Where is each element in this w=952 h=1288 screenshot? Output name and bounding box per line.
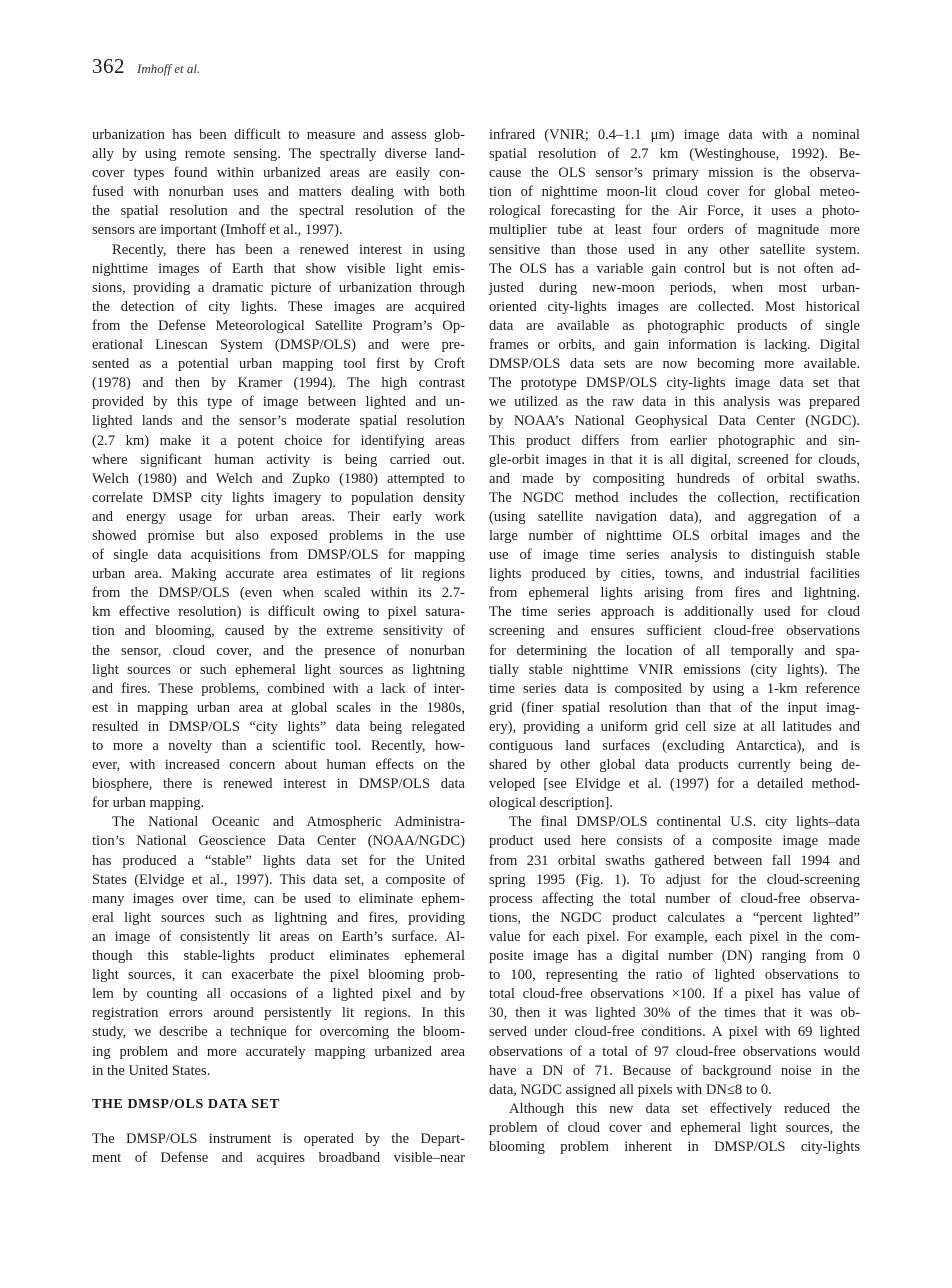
text-line: to 100, representing the ratio of lighted observations to [489, 967, 860, 984]
text-line: light sources or such ephemeral light sources as lightning [92, 661, 465, 678]
text-line: erational Linescan System (DMSP/OLS) and were pre- [92, 337, 465, 354]
text-line: justed during new-moon periods, when most urban- [489, 279, 860, 296]
text-line: The National Oceanic and Atmospheric Administra- [112, 814, 465, 831]
text-line: time series data is composited by using a 1-km reference [489, 680, 860, 697]
text-line: served under cloud-free conditions. A pixel with 69 lighted [489, 1024, 860, 1041]
page-number: 362 [92, 54, 125, 78]
text-line: km effective resolution) is difficult owing to pixel satura- [92, 604, 465, 621]
text-line: observations of a total of 97 cloud-free observations would [489, 1043, 860, 1060]
text-line: has produced a “stable” lights data set for the United [92, 852, 465, 869]
text-line: total cloud-free observations ×100. If a pixel has value of [489, 986, 860, 1003]
paragraph [92, 241, 465, 814]
text-line: cover types found within urbanized areas are easily con- [92, 165, 465, 182]
text-line: Welch (1980) and Welch and Zupko (1980) attempted to [92, 470, 465, 487]
text-line: fused with nonurban uses and matters dealing with both [92, 184, 465, 201]
running-head [92, 54, 200, 79]
text-line: lighted lands and the sensor’s moderate spatial resolution [92, 413, 465, 430]
text-line: ment of Defense and acquires broadband visible–near [92, 1149, 465, 1166]
paragraph [92, 813, 465, 1080]
section-heading: THE DMSP/OLS DATA SET [92, 1096, 280, 1112]
text-line: have a DN of 71. Because of background noise in the [489, 1062, 860, 1079]
paragraph [489, 1100, 860, 1157]
text-line: biosphere, there is renewed interest in DMSP/OLS data [92, 776, 465, 793]
text-line: the sensor, cloud cover, and the presence of nonurban [92, 642, 465, 659]
text-line: The time series approach is additionally used for cloud [489, 604, 860, 621]
text-line: spring 1995 (Fig. 1). To adjust for the cloud-screening [489, 871, 860, 888]
text-line: (using satellite navigation data), and aggregation of a [489, 508, 860, 525]
text-line: tion’s National Geoscience Data Center (NOAA/NGDC) [92, 833, 465, 850]
text-line: grid (finer spatial resolution than that of the input imag- [489, 699, 860, 716]
text-line: tion and blooming, caused by the extreme sensitivity of [92, 623, 465, 640]
text-line: The OLS has a variable gain control but is not often ad- [489, 260, 860, 277]
text-line: to more a novelty than a scientific tool. Recently, how- [92, 738, 465, 754]
text-line: provided by this type of image between lighted and un- [92, 394, 465, 411]
text-line: (1978) and then by Kramer (1994). The high contrast [92, 375, 465, 392]
text-line: DMSP/OLS data sets are now becoming more available. [489, 356, 860, 373]
text-line: study, we describe a technique for overcoming the bloom- [92, 1024, 465, 1041]
text-line: sensitive than those used in any other satellite system. [489, 241, 860, 258]
text-line: The prototype DMSP/OLS city-lights image data set that [489, 375, 860, 392]
paragraph [489, 126, 860, 813]
text-line: sensors are important (Imhoff et al., 1997). [92, 222, 343, 239]
text-line: and fires. These problems, combined with a lack of inter- [92, 680, 465, 697]
text-line: light sources, it can exacerbate the pixel blooming prob- [92, 967, 465, 984]
text-line: resulted in DMSP/OLS “city lights” data being relegated [92, 718, 465, 735]
text-line: value for each pixel. For example, each pixel in the com- [489, 928, 860, 945]
text-line: frames or orbits, and gain information is lacking. Digital [489, 337, 860, 354]
text-line: States (Elvidge et al., 1997). This data set, a composite of [92, 871, 465, 888]
text-line: rological forecasting for the Air Force, it uses a photo- [489, 203, 860, 220]
text-line: large number of nighttime OLS orbital images and the [489, 527, 860, 544]
text-line: for determining the location of all temporally and spa- [489, 642, 860, 659]
text-line: posite image has a digital number (DN) ranging from 0 [489, 948, 860, 965]
text-line: many images over time, can be used to eliminate ephem- [92, 890, 465, 907]
text-line: in the United States. [92, 1062, 211, 1079]
text-line: the detection of city lights. These images are acquired [92, 298, 465, 315]
text-line: sions, providing a dramatic picture of urbanization through [92, 279, 465, 296]
text-line: infrared (VNIR; 0.4–1.1 μm) image data with a nominal [489, 127, 860, 143]
text-line: product used here consists of a composite image made [489, 833, 860, 850]
text-line: eral light sources such as lightning and fires, providing [92, 909, 465, 926]
text-line: gle-orbit images in that it is all digital, screened for clouds, [489, 451, 860, 468]
paragraph [92, 1130, 465, 1168]
right-column [489, 126, 860, 1157]
text-line: Recently, there has been a renewed interest in using [112, 241, 465, 258]
text-line: showed promise but also exposed problems in the use [92, 527, 465, 544]
text-line: veloped [see Elvidge et al. (1997) for a detailed method- [489, 776, 860, 793]
text-line: multiplier tube at least four orders of magnitude more [489, 222, 860, 239]
text-line: we utilized as the raw data in this analysis was prepared [489, 394, 860, 411]
text-line: nighttime images of Earth that show visible light emis- [92, 260, 465, 277]
paragraph [92, 126, 465, 241]
text-line: 30, then it was lighted 30% of the times that it was ob- [489, 1005, 860, 1022]
text-line: shared by other global data products currently being de- [489, 757, 860, 774]
paragraph [489, 813, 860, 1099]
text-line: where significant human activity is being carried out. [92, 451, 465, 468]
text-line: for urban mapping. [92, 795, 205, 812]
text-line: tially stable nighttime VNIR emissions (city lights). The [489, 661, 860, 678]
left-column [92, 126, 465, 1168]
text-line: (2.7 km) make it a potent choice for identifying areas [92, 432, 465, 449]
text-line: blooming problem inherent in DMSP/OLS city-lights [489, 1138, 860, 1155]
text-line: contiguous land surfaces (excluding Antarctica), and is [489, 738, 860, 754]
text-line: ally by using remote sensing. The spectrally diverse land- [92, 146, 465, 163]
text-line: process affecting the total number of cloud-free observa- [489, 890, 860, 907]
text-line: cause the OLS sensor’s primary mission is the observa- [489, 165, 860, 182]
text-line: lights produced by cities, towns, and industrial facilities [489, 566, 860, 583]
text-line: urbanization has been difficult to measure and assess glob- [92, 127, 465, 143]
text-line: correlate DMSP city lights imagery to population density [92, 489, 465, 506]
text-line: est in mapping urban area at global scales in the 1980s, [92, 699, 465, 716]
text-line: screening and ensures sufficient cloud-free observations [489, 623, 860, 640]
text-line: ological description]. [489, 795, 614, 812]
text-line: registration errors around persistently lit regions. In this [92, 1005, 465, 1022]
text-line: The final DMSP/OLS continental U.S. city lights–data [509, 814, 860, 831]
running-head-authors: Imhoff et al. [137, 61, 201, 76]
text-line: tions, the NGDC product calculates a “percent lighted” [489, 909, 860, 926]
text-line: an image of consistently lit areas on Earth’s surface. Al- [92, 928, 465, 945]
text-line: ing problem and more accurately mapping urbanized area [92, 1043, 465, 1060]
text-line: ever, with increased concern about human effects on the [92, 757, 465, 774]
text-line: from 231 orbital swaths gathered between fall 1994 and [489, 852, 860, 869]
text-line: data, NGDC assigned all pixels with DN≤8 to 0. [489, 1081, 772, 1098]
text-line: from the DMSP/OLS (even when scaled within its 2.7- [92, 585, 465, 602]
text-line: from the Defense Meteorological Satellite Program’s Op- [92, 317, 465, 334]
text-line: data are available as photographic products of single [489, 317, 860, 334]
text-line: tion of nighttime moon-lit cloud cover for global meteo- [489, 184, 860, 201]
text-line: Although this new data set effectively reduced the [509, 1100, 860, 1117]
text-line: by NOAA’s National Geophysical Data Center (NGDC). [489, 413, 860, 430]
text-line: problem of cloud cover and ephemeral light sources, the [489, 1119, 860, 1136]
text-line: oriented city-lights images are collected. Most historical [489, 298, 860, 315]
text-line: use of image time series analysis to distinguish stable [489, 547, 860, 564]
text-line: though this stable-lights product eliminates ephemeral [92, 948, 465, 965]
text-line: sented as a potential urban mapping tool first by Croft [92, 356, 465, 373]
text-line: spatial resolution of 2.7 km (Westinghouse, 1992). Be- [489, 146, 860, 163]
text-line: the spatial resolution and the spectral resolution of the [92, 203, 465, 220]
text-line: lem by counting all occasions of a lighted pixel and by [92, 986, 465, 1003]
text-line: The NGDC method includes the collection, rectification [489, 489, 860, 506]
text-line: and made by compositing hundreds of orbital swaths. [489, 470, 860, 487]
text-line: from ephemeral lights arising from fires and lightning. [489, 585, 860, 602]
text-line: The DMSP/OLS instrument is operated by the Depart- [92, 1130, 465, 1147]
text-line: and energy usage for urban areas. Their early work [92, 508, 465, 525]
text-line: urban area. Making accurate area estimates of lit regions [92, 566, 465, 583]
text-line: of single data acquisitions from DMSP/OLS for mapping [92, 547, 465, 564]
text-line: ery), providing a uniform grid cell size at all latitudes and [489, 718, 860, 735]
text-line: This product differs from earlier photographic and sin- [489, 432, 860, 449]
